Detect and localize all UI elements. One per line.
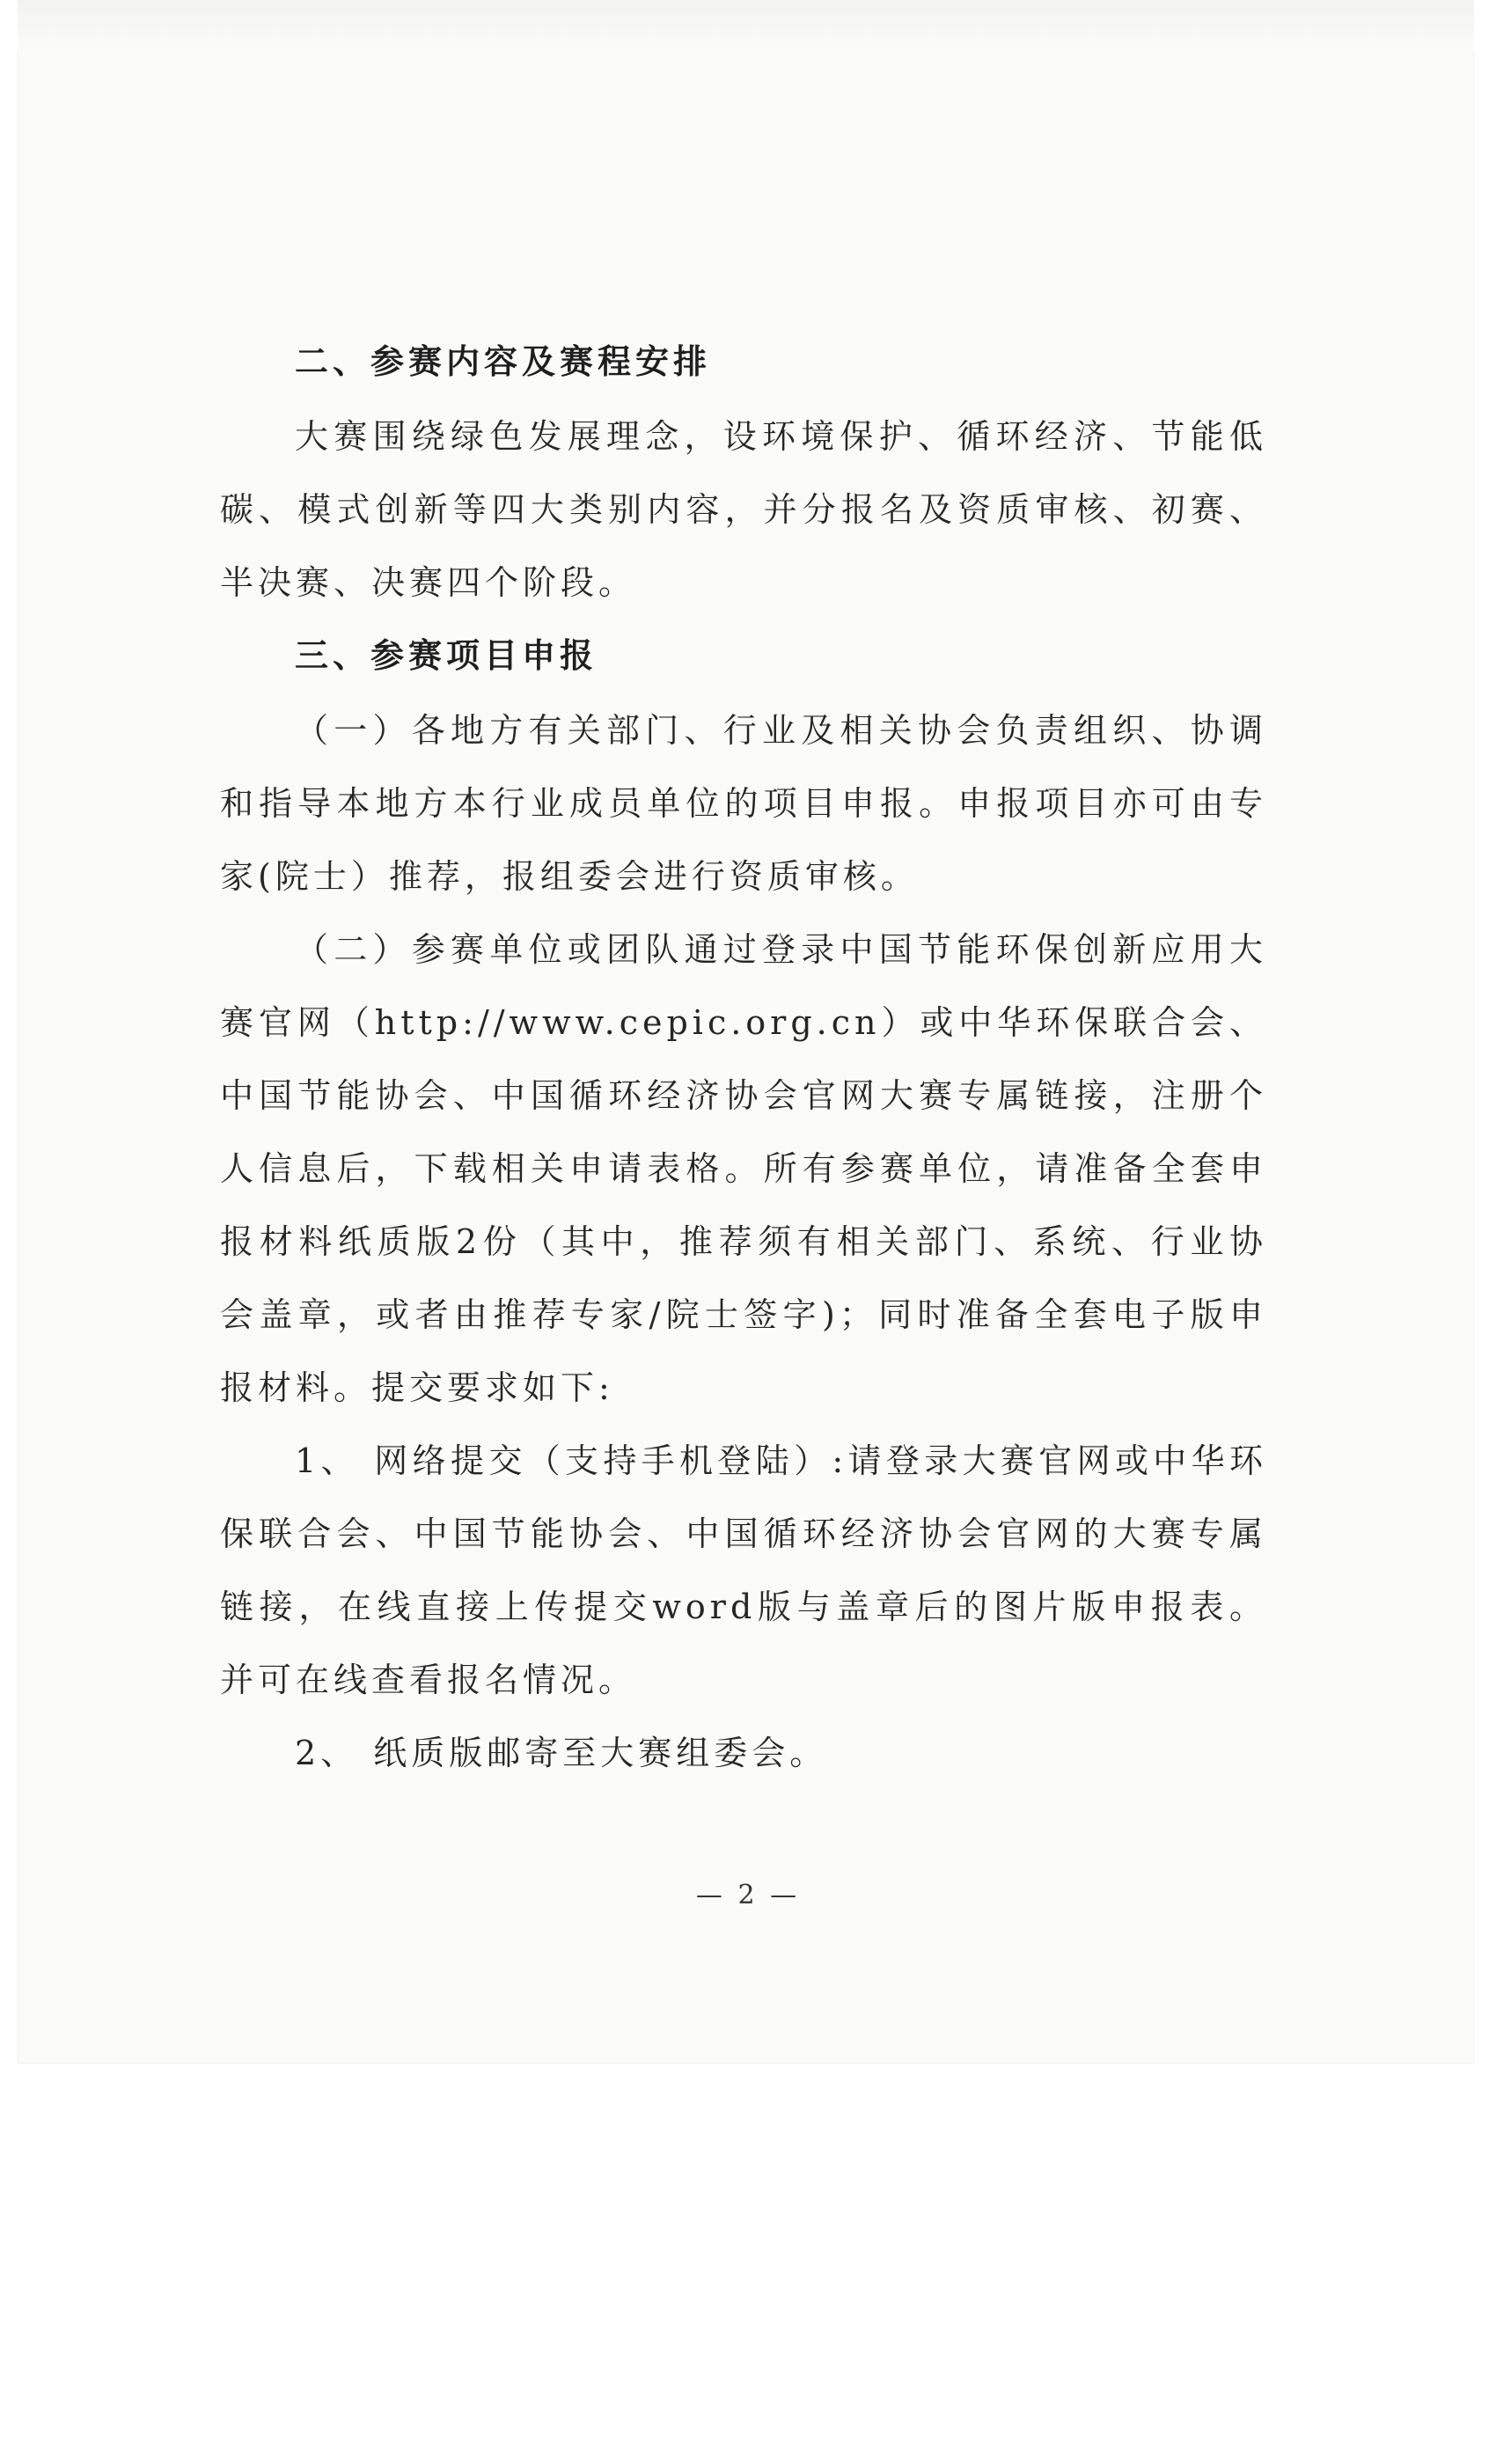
scan-header-shading xyxy=(18,0,1474,53)
document-body xyxy=(220,326,1267,1790)
paragraph-registration: （二）参赛单位或团队通过登录中国节能环保创新应用大赛官网（http://www.cepic.org.cn）或中华环保联合会、中国节能协会、中国循环经济协会官网大赛专属链接，注册个人信息后，下载相关申请表格。所有参赛单位，请准备全套申报材料纸质版2份（其中，推荐须有相关部门、系统、行业协会盖章，或者由推荐专家/院士签字)；同时准备全套电子版申报材料。提交要求如下: xyxy=(220,930,1267,1407)
section-heading-2: 二、参赛内容及赛程安排 xyxy=(295,342,712,381)
list-item-online-submission: 1、 网络提交（支持手机登陆）:请登录大赛官网或中华环保联合会、中国节能协会、中国循环经济协会官网的大赛专属链接，在线直接上传提交word版与盖章后的图片版申报表。并可在线查看报名情况。 xyxy=(220,1441,1267,1699)
list-item-paper-submission: 2、 纸质版邮寄至大赛组委会。 xyxy=(295,1734,828,1772)
paragraph-competition-content: 大赛围绕绿色发展理念，设环境保护、循环经济、节能低碳、模式创新等四大类别内容，并分报名及资质审核、初赛、半决赛、决赛四个阶段。 xyxy=(220,417,1267,602)
section-heading-3: 三、参赛项目申报 xyxy=(295,636,598,675)
page-number: — 2 — xyxy=(695,1880,801,1910)
paragraph-organization: （一）各地方有关部门、行业及相关协会负责组织、协调和指导本地方本行业成员单位的项目申报。申报项目亦可由专家(院士）推荐，报组委会进行资质审核。 xyxy=(220,711,1267,896)
